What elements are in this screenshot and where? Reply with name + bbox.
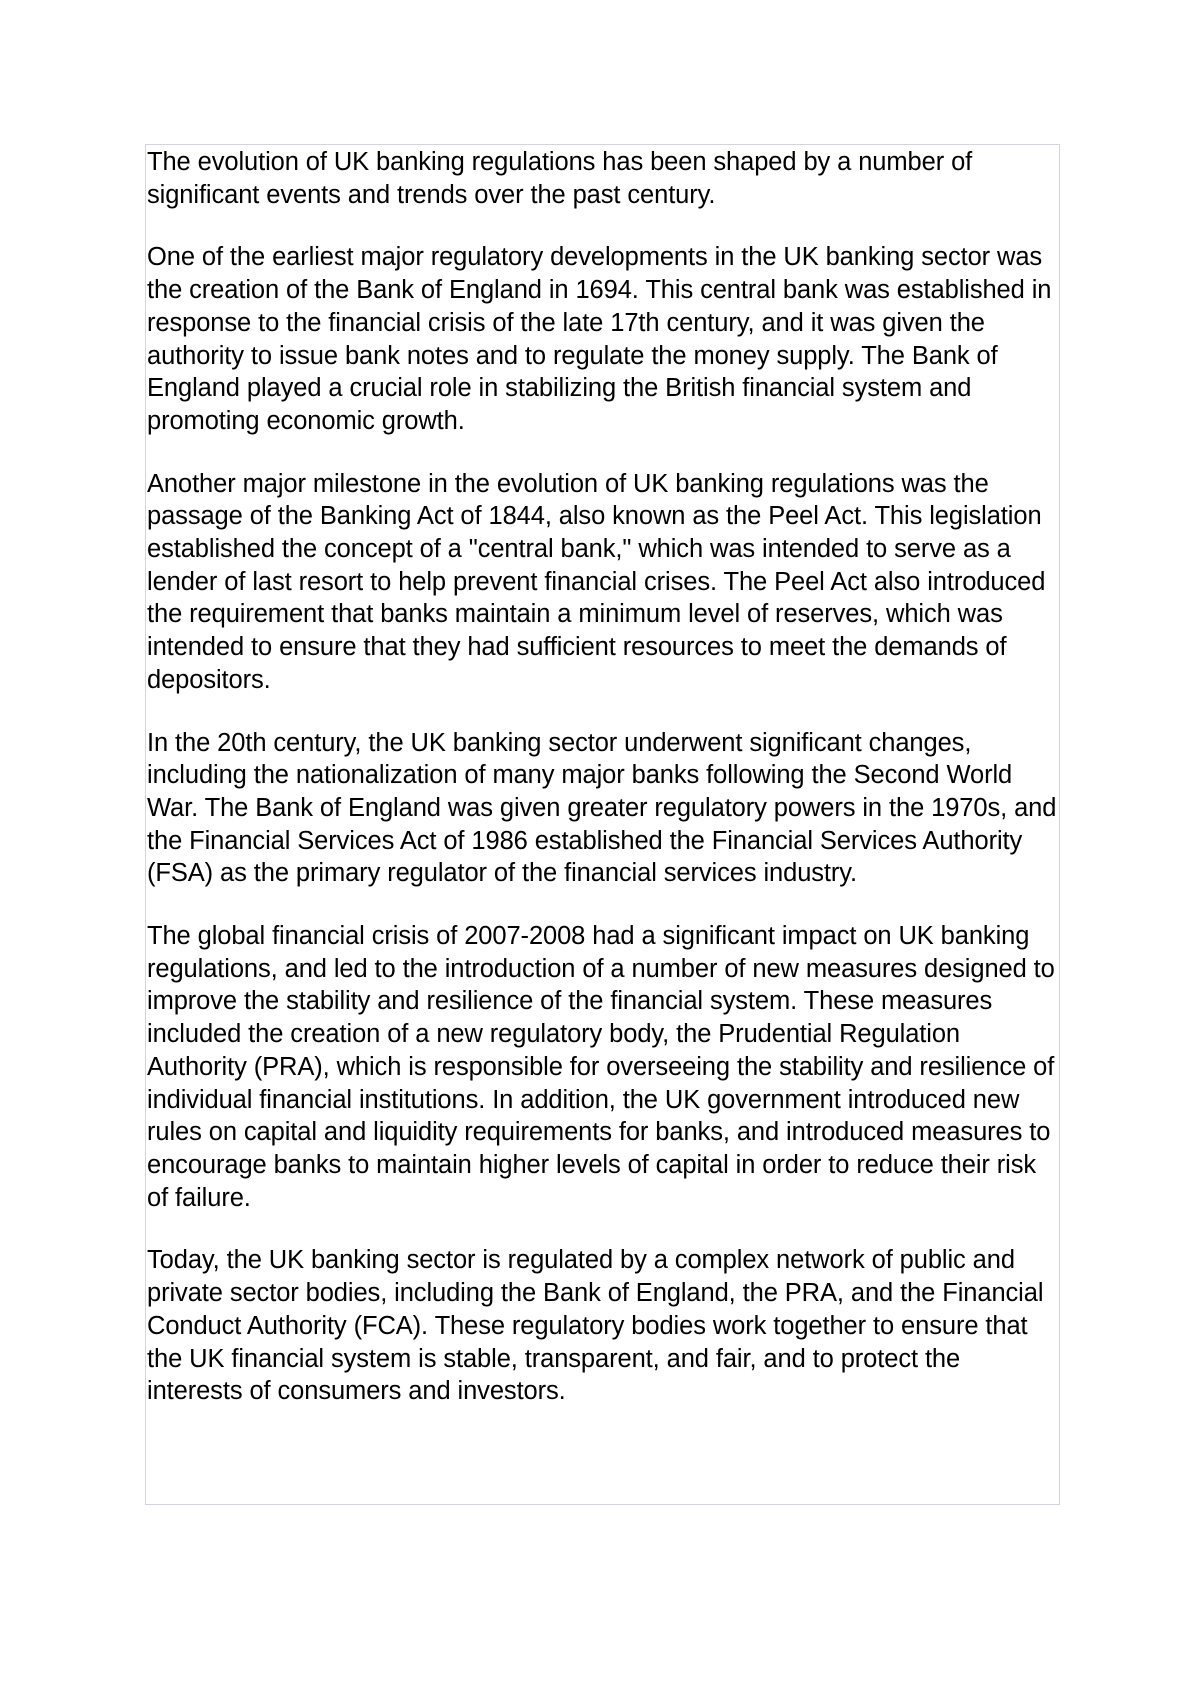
paragraph-20th-century: In the 20th century, the UK banking sector underwent significant changes, including the nationalization of many major banks following the Second World War. The Bank of England was given greater regulatory powers in the 1970s, and the Financial Services Act of 1986 established the Financial Services Authority (FSA) as the primary regulator of the financial services industry.: [147, 728, 1057, 888]
paragraph-today: Today, the UK banking sector is regulated by a complex network of public and private sector bodies, including the Bank of England, the PRA, and the Financial Conduct Authority (FCA). These regulatory bodies work together to ensure that the UK financial system is stable, transparent, and fair, and to protect the interests of consumers and investors.: [147, 1246, 1044, 1406]
paragraph-bank-of-england: One of the earliest major regulatory developments in the UK banking sector was the creation of the Bank of England in 1694. This central bank was established in response to the financial crisis of the late 17th century, and it was given the authority to issue bank notes and to regulate the money supply. The Bank of England played a crucial role in stabilizing the British financial system and promoting economic growth.: [147, 243, 1052, 435]
text-frame[interactable]: [145, 144, 1060, 1505]
paragraph-intro: The evolution of UK banking regulations has been shaped by a number of significant events and trends over the past century.: [147, 148, 973, 209]
paragraph-financial-crisis: The global financial crisis of 2007-2008 had a significant impact on UK banking regulations, and led to the introduction of a number of new measures designed to improve the stability and resilience of the financial system. These measures included the creation of a new regulatory body, the Prudential Regulation Authority (PRA), which is responsible for overseeing the stability and resilience of individual financial institutions. In addition, the UK government introduced new rules on capital and liquidity requirements for banks, and introduced measures to encourage banks to maintain higher levels of capital in order to reduce their risk of failure.: [147, 922, 1055, 1212]
paragraph-peel-act: Another major milestone in the evolution of UK banking regulations was the passage of the Banking Act of 1844, also known as the Peel Act. This legislation established the concept of a "central bank," which was intended to serve as a lender of last resort to help prevent financial crises. The Peel Act also introduced the requirement that banks maintain a minimum level of reserves, which was intended to ensure that they had sufficient resources to meet the demands of depositors.: [147, 469, 1046, 694]
